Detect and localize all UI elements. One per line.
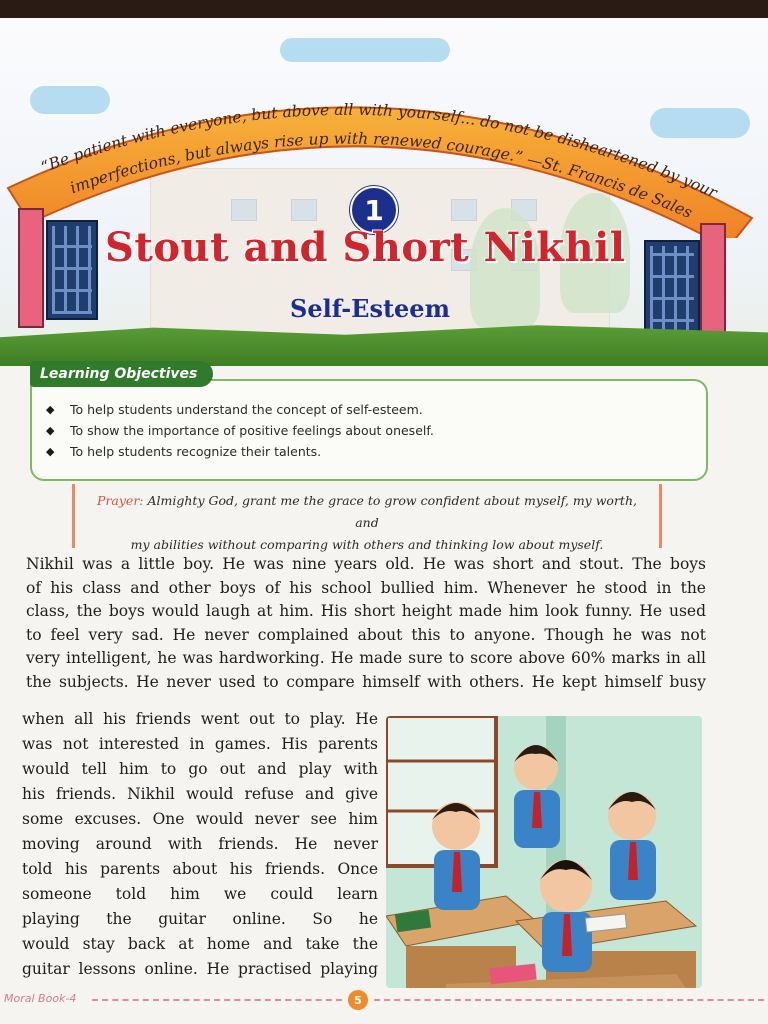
story-line: Nikhil was a little boy. He was nine years old. He was short and stout. The boys	[26, 555, 706, 573]
list-item: ◆ To show the importance of positive feelings about oneself.	[46, 420, 696, 441]
list-item: ◆ To help students recognize their talents.	[46, 441, 696, 462]
prayer-line-2: my abilities without comparing with others and thinking low about myself.	[130, 537, 604, 552]
learning-objectives-label: Learning Objectives	[30, 361, 213, 387]
story-line: someone told him we could learn	[22, 885, 378, 903]
story-paragraph-wrap	[22, 707, 378, 982]
story-line: his friends. Nikhil would refuse and give	[22, 785, 378, 803]
story-line: would stay back at home and take the	[22, 935, 378, 953]
page-footer	[0, 990, 768, 1010]
left-gate	[46, 220, 98, 320]
diamond-bullet-icon: ◆	[46, 403, 55, 416]
prayer-line-1: Prayer: Almighty God, grant me the grace to grow confident about myself, my worth, and	[97, 493, 637, 530]
learning-objectives-box	[30, 379, 708, 481]
story-line: moving around with friends. He never	[22, 835, 378, 853]
story-line: very intelligent, he was hardworking. He made sure to score above 60% marks in all	[26, 649, 706, 668]
chapter-number-badge: 1	[350, 186, 398, 234]
story-line: guitar lessons online. He practised playing	[22, 960, 378, 978]
footer-divider	[92, 999, 342, 1001]
story-line: would tell him to go out and play with	[22, 760, 378, 778]
diamond-bullet-icon: ◆	[46, 424, 55, 437]
chapter-title: Stout and Short Nikhil	[105, 224, 626, 271]
page-number: 5	[348, 990, 368, 1010]
textbook-page	[0, 18, 768, 1024]
story-line: to feel very sad. He never complained about this to anyone. Though he was not	[26, 625, 706, 644]
footer-divider	[374, 999, 764, 1001]
quote-line-1: “Be patient with everyone, but above all with yourself... do not be disheartened by your	[38, 100, 720, 202]
story-line: class, the boys would laugh at him. His short height made him look funny. He used	[26, 602, 706, 621]
story-line: the subjects. He never used to compare himself with others. He kept himself busy	[26, 672, 706, 691]
story-line: was not interested in games. His parents	[22, 735, 378, 753]
classroom-illustration	[386, 716, 702, 988]
list-item: ◆ To help students understand the concept of self-esteem.	[46, 399, 696, 420]
prayer-box	[72, 484, 662, 552]
story-line: playing the guitar online. So he	[22, 910, 378, 928]
quote-line-2: imperfections, but always rise up with renewed courage.” —St. Francis de Sales	[67, 129, 695, 222]
story-line: when all his friends went out to play. He	[22, 710, 378, 728]
book-label: Moral Book-4	[4, 992, 77, 1005]
chapter-subtitle: Self-Esteem	[290, 294, 450, 323]
left-gate-post	[18, 208, 44, 328]
right-gate-post	[700, 223, 726, 348]
prayer-label: Prayer:	[97, 493, 144, 508]
diamond-bullet-icon: ◆	[46, 445, 55, 458]
story-line: told his parents about his friends. Once	[22, 860, 378, 878]
story-line: of his class and other boys of his school bullied him. Whenever he stood in the	[26, 578, 706, 597]
story-line: some excuses. One would never see him	[22, 810, 378, 828]
story-paragraph	[26, 553, 706, 695]
